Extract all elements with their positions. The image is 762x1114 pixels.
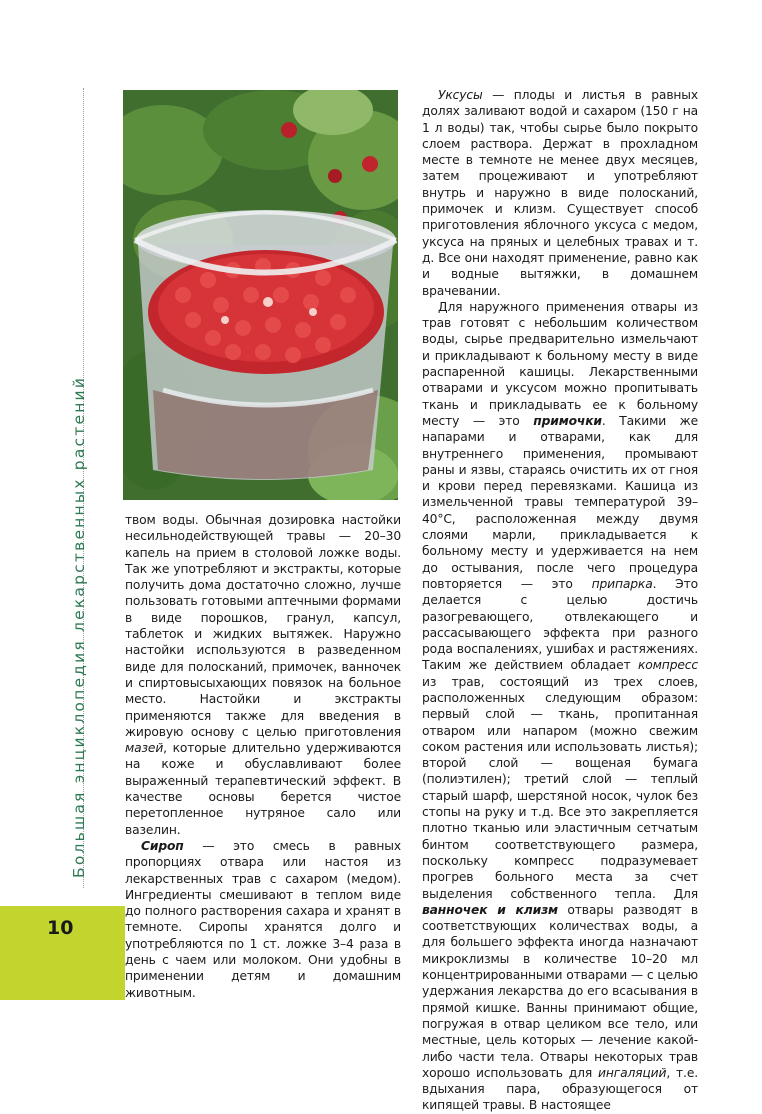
left-text-column xyxy=(125,512,401,1001)
running-title: Большая энциклопедия лекарственных растений xyxy=(70,375,88,878)
term-vannochki: ванночек и клизм xyxy=(422,902,558,917)
paragraph-syrup: Сироп — это смесь в равных пропорциях отвара или настоя из лекарственных трав с сахаром (медом). Ингредиенты смешивают в теплом виде до полного растворения сахара и хранят в темноте. Сиропы хранятся долго и употребляются по 1 ст. ложке 3–4 раза в день с чаем или молоком. Они удобны в применении детям и домашним животным. xyxy=(125,838,401,1000)
term-kompress: компресс xyxy=(638,658,698,673)
page-number: 10 xyxy=(47,917,74,939)
term-mazi: мазей xyxy=(125,741,164,756)
strawberry-bucket-photo xyxy=(123,90,398,500)
paragraph-external-use: Для наружного применения отвары из трав готовят с небольшим количеством воды, сырье предварительно измельчают и прикладывают к больному месту в виде распаренной кашицы. Лекарственными отварами и уксусом можно пропитывать ткань и прикладывать ее к больному месту — это примочки. Такими же напарами и отварами, как для внутреннего применения, промывают раны и язвы, стараясь очистить их от гноя и крови перед перевязками. Кашица из измельченной травы температурой 39–40°С, расположенная между двумя слоями марли, прикладывается к больному месту и удерживается на нем до остывания, после чего процедура повторяется — это припарка. Это делается с целью достичь разогревающего, отвлекающего и рассасывающего эффекта при разного рода воспалениях, ушибах и растяжениях. Таким же действием обладает компресс из трав, состоящий из трех слоев, расположенных следующим образом: первый слой — ткань, пропитанная отваром или напаром (можно свежим соком растения или использовать листья); второй слой — вощеная бумага (полиэтилен); третий слой — теплый старый шарф, шерстяной носок, чулок без стопы на руку и т.д. Все это закрепляется плотно тканью или эластичным сетчатым бинтом соответствующего размера, поскольку компресс подразумевает прогрев больного места за счет выделения собственного тепла. Для ванночек и клизм отвары разводят в соответствующих количествах воды, а для большего эффекта иногда назначают микроклизмы в количестве 10–20 мл концентрированными отварами — с целью удержания лекарства до его всасывания в прямой кишке. Ванны принимают общие, погружая в отвар целиком все тело, или местные, цель которых — лечение какой-либо части тела. Отвары некоторых трав хорошо использовать для ингаляций, т.е. вдыхания пара, образующегося от кипящей травы. В настоящее xyxy=(422,299,698,1113)
term-ingalyacii: ингаляций xyxy=(598,1065,667,1080)
term-primochki: примочки xyxy=(533,413,602,428)
right-text-column xyxy=(422,87,698,1114)
term-uksusy: Уксусы xyxy=(438,88,483,102)
paragraph-vinegars: Уксусы — плоды и листья в равных долях заливают водой и сахаром (150 г на 1 л воды) так, чтобы сырье было покрыто слоем раствора. Держат в прохладном месте в темноте не менее двух месяцев, затем процеживают и употребляют внутрь и наружно в виде полосканий, примочек и клизм. Существует способ приготовления яблочного уксуса с медом, уксуса на пряных и целебных травах и т. д. Все они находят применение, равно как и водные вытяжки, в домашнем врачевании. xyxy=(422,88,698,298)
term-priparka: припарка xyxy=(591,576,653,591)
paragraph-tincture-end: твом воды. Обычная дозировка настойки несильнодействующей травы — 20–30 капель на прием в столовой ложке воды. Так же употребляют и экстракты, которые получить дома достаточно сложно, лучше пользовать готовыми аптечными формами в виде порошков, гранул, капсул, таблеток и жидких вытяжек. Наружно настойки используются в разведенном виде для полосканий, примочек, ванночек и спиртовысыхающих повязок на больное место. Настойки и экстракты применяются также для введения в жировую основу с целью приготовления мазей, которые длительно удерживаются на коже и обуславливают более выраженный терапевтический эффект. В качестве основы берется чистое перетопленное нутряное сало или вазелин. xyxy=(125,513,401,837)
term-sirop: Сироп xyxy=(141,838,184,853)
